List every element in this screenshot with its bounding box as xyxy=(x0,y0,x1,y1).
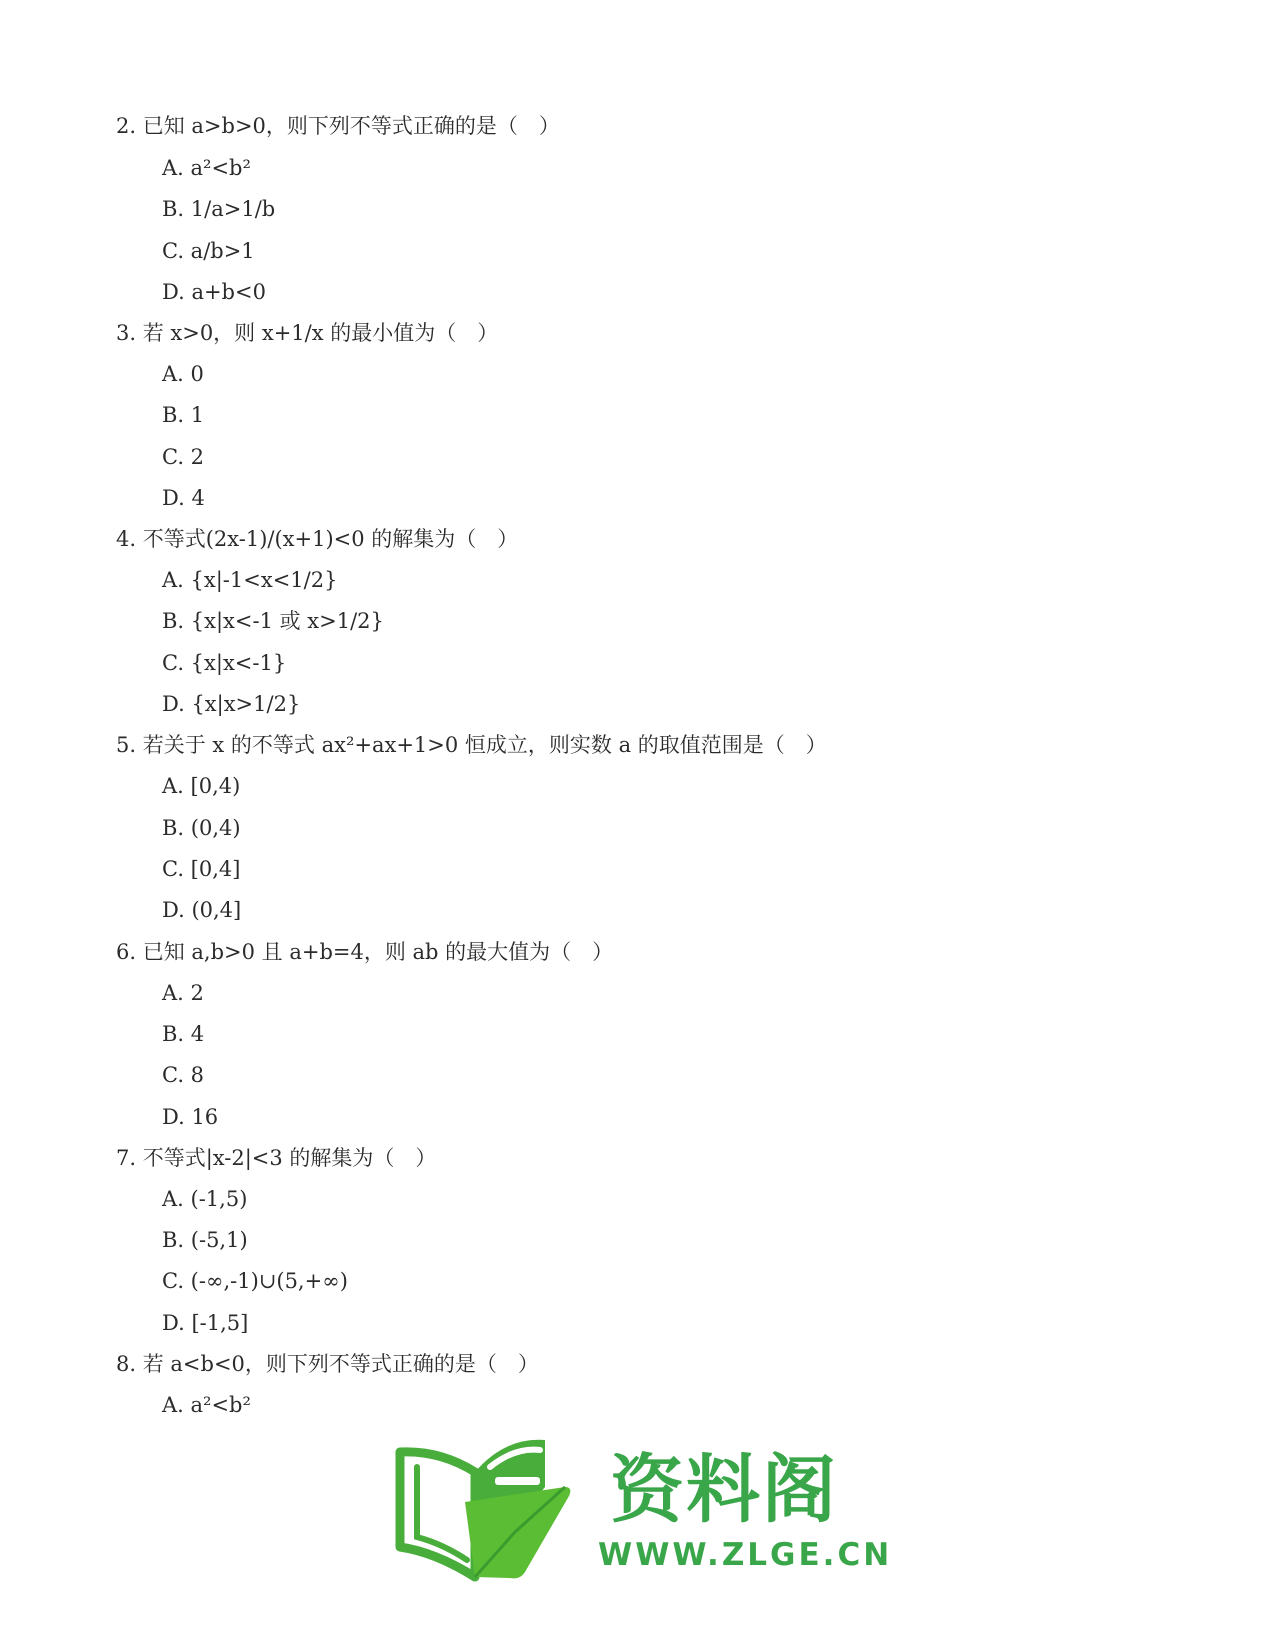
question-4-stem: 4. 不等式(2x-1)/(x+1)<0 的解集为（ ） xyxy=(116,527,519,551)
question-4-option-b: B. {x|x<-1 或 x>1/2} xyxy=(162,609,384,633)
question-2-option-a: A. a²<b² xyxy=(162,156,251,180)
question-4-option-d: D. {x|x>1/2} xyxy=(162,692,301,716)
question-8-option-a: A. a²<b² xyxy=(162,1393,251,1417)
question-4-option-c: C. {x|x<-1} xyxy=(162,651,287,675)
question-7-option-c: C. (-∞,-1)∪(5,+∞) xyxy=(162,1269,348,1293)
open-book-logo-icon xyxy=(400,1440,570,1579)
question-8-stem: 8. 若 a<b<0，则下列不等式正确的是（ ） xyxy=(116,1352,539,1376)
question-3-option-b: B. 1 xyxy=(162,403,205,427)
question-5-stem: 5. 若关于 x 的不等式 ax²+ax+1>0 恒成立，则实数 a 的取值范围是（ ） xyxy=(116,733,827,757)
question-7-option-d: D. [-1,5] xyxy=(162,1311,249,1335)
question-6-option-d: D. 16 xyxy=(162,1105,219,1129)
question-7-option-a: A. (-1,5) xyxy=(162,1187,248,1211)
question-4-option-a: A. {x|-1<x<1/2} xyxy=(162,568,338,592)
question-2-stem: 2. 已知 a>b>0，则下列不等式正确的是（ ） xyxy=(116,114,560,138)
question-7-stem: 7. 不等式|x-2|<3 的解集为（ ） xyxy=(116,1146,437,1170)
question-2-option-d: D. a+b<0 xyxy=(162,280,266,304)
question-2-option-b: B. 1/a>1/b xyxy=(162,197,276,221)
question-6-option-a: A. 2 xyxy=(162,981,204,1005)
question-3-option-d: D. 4 xyxy=(162,486,205,510)
question-3-option-c: C. 2 xyxy=(162,445,205,469)
question-3-stem: 3. 若 x>0，则 x+1/x 的最小值为（ ） xyxy=(116,321,499,345)
watermark-name: 资料阁 xyxy=(610,1447,838,1533)
question-5-option-b: B. (0,4) xyxy=(162,816,241,840)
question-5-option-c: C. [0,4] xyxy=(162,857,241,881)
question-5-option-a: A. [0,4) xyxy=(162,774,241,798)
question-6-stem: 6. 已知 a,b>0 且 a+b=4，则 ab 的最大值为（ ） xyxy=(116,940,614,964)
question-7-option-b: B. (-5,1) xyxy=(162,1228,248,1252)
watermark-url[interactable]: WWW.ZLGE.CN xyxy=(598,1537,893,1573)
question-5-option-d: D. (0,4] xyxy=(162,898,242,922)
question-3-option-a: A. 0 xyxy=(162,362,204,386)
question-2-option-c: C. a/b>1 xyxy=(162,239,255,263)
question-6-option-c: C. 8 xyxy=(162,1063,205,1087)
question-6-option-b: B. 4 xyxy=(162,1022,205,1046)
